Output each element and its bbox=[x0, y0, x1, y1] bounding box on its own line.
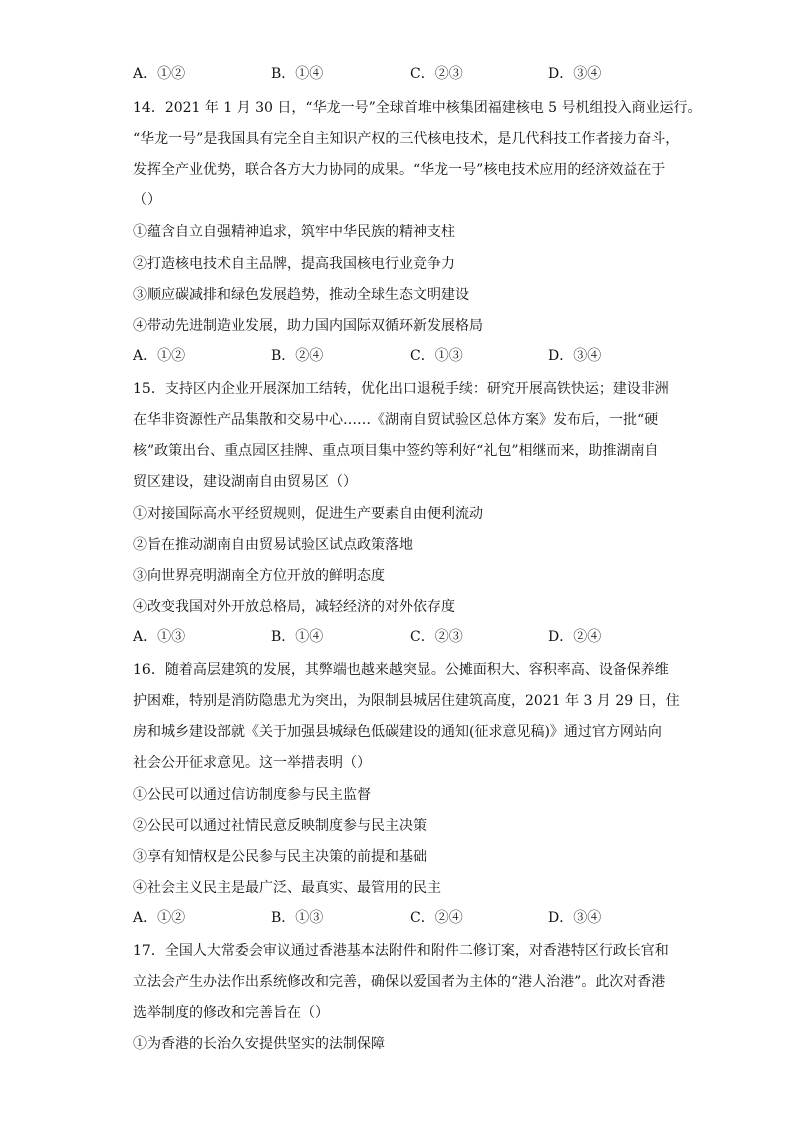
q15-statement-1: ①对接国际高水平经贸规则，促进生产要素自由便利流动 bbox=[133, 506, 483, 522]
q16-statement-2: ②公民可以通过社情民意反映制度参与民主决策 bbox=[133, 818, 427, 834]
q15-stem-line-4: 贸区建设，建设湖南自由贸易区（） bbox=[133, 474, 357, 490]
q13-options bbox=[133, 64, 653, 84]
q14-stem-line-2: “华龙一号”是我国具有完全自主知识产权的三代核电技术，是几代科技工作者接力奋斗， bbox=[133, 131, 680, 147]
q14-option-b[interactable]: B．②④ bbox=[271, 348, 324, 364]
q15-option-c[interactable]: C．②③ bbox=[410, 629, 463, 645]
q14-statement-3: ③顺应碳减排和绿色发展趋势，推动全球生态文明建设 bbox=[133, 287, 469, 303]
q15-statement-3: ③向世界亮明湖南全方位开放的鲜明态度 bbox=[133, 568, 385, 584]
q17-stem-line-3: 选举制度的修改和完善旨在（） bbox=[133, 1005, 329, 1021]
q16-option-b[interactable]: B．①③ bbox=[271, 910, 324, 926]
q16-statement-3: ③享有知情权是公民参与民主决策的前提和基础 bbox=[133, 849, 427, 865]
q14-option-d[interactable]: D．③④ bbox=[548, 348, 602, 364]
q14-stem-line-1: 14．2021 年 1 月 30 日，“华龙一号”全球首堆中核集团福建核电 5 号机组投入商业运行。 bbox=[133, 100, 702, 116]
q16-stem-line-1: 16．随着高层建筑的发展，其弊端也越来越突显。公摊面积大、容积率高、设备保养维 bbox=[133, 662, 669, 678]
q16-stem-line-2: 护困难，特别是消防隐患尤为突出，为限制县城居住建筑高度，2021 年 3 月 29 日，住 bbox=[133, 693, 680, 709]
q16-option-d[interactable]: D．③④ bbox=[548, 910, 602, 926]
q17-stem-line-2: 立法会产生办法作出系统修改和完善，确保以爱国者为主体的“港人治港”。此次对香港 bbox=[133, 974, 666, 990]
q15-stem-line-2: 在华非资源性产品集散和交易中心……《湖南自贸试验区总体方案》发布后，一批“硬 bbox=[133, 412, 659, 428]
q16-statement-4: ④社会主义民主是最广泛、最真实、最管用的民主 bbox=[133, 880, 441, 896]
q15-statement-4: ④改变我国对外开放总格局，减轻经济的对外依存度 bbox=[133, 599, 455, 615]
q14-options bbox=[133, 346, 653, 366]
q16-statement-1: ①公民可以通过信访制度参与民主监督 bbox=[133, 787, 371, 803]
q15-options bbox=[133, 627, 653, 647]
q16-stem-line-3: 房和城乡建设部就《关于加强县城绿色低碳建设的通知(征求意见稿)》通过官方网站向 bbox=[133, 724, 662, 740]
q14-option-a[interactable]: A．①② bbox=[133, 348, 186, 364]
q16-option-c[interactable]: C．②④ bbox=[410, 910, 463, 926]
q13-option-b[interactable]: B．①④ bbox=[271, 66, 324, 82]
q15-option-b[interactable]: B．①④ bbox=[271, 629, 324, 645]
q17-stem-line-1: 17．全国人大常委会审议通过香港基本法附件和附件二修订案，对香港特区行政长官和 bbox=[133, 943, 669, 959]
q14-statement-2: ②打造核电技术自主品牌，提高我国核电行业竞争力 bbox=[133, 256, 455, 272]
q15-stem-line-3: 核”政策出台、重点园区挂牌、重点项目集中签约等利好“礼包”相继而来，助推湖南自 bbox=[133, 443, 659, 459]
q13-option-d[interactable]: D．③④ bbox=[548, 66, 602, 82]
q16-option-a[interactable]: A．①② bbox=[133, 910, 186, 926]
q13-option-c[interactable]: C．②③ bbox=[410, 66, 463, 82]
q14-option-c[interactable]: C．①③ bbox=[410, 348, 463, 364]
q15-stem-line-1: 15．支持区内企业开展深加工结转，优化出口退税手续：研究开展高铁快运；建设非洲 bbox=[133, 381, 669, 397]
q16-options bbox=[133, 908, 653, 928]
q14-stem-line-4: （） bbox=[133, 192, 161, 208]
q13-option-a[interactable]: A．①② bbox=[133, 66, 186, 82]
q15-statement-2: ②旨在推动湖南自由贸易试验区试点政策落地 bbox=[133, 537, 413, 553]
q17-statement-1: ①为香港的长治久安提供坚实的法制保障 bbox=[133, 1036, 385, 1052]
q14-stem-line-3: 发挥全产业优势，联合各方大力协同的成果。“华龙一号”核电技术应用的经济效益在于 bbox=[133, 162, 666, 178]
q14-statement-1: ①蕴含自立自强精神追求，筑牢中华民族的精神支柱 bbox=[133, 224, 455, 240]
q15-option-d[interactable]: D．②④ bbox=[548, 629, 602, 645]
q16-stem-line-4: 社会公开征求意见。这一举措表明（） bbox=[133, 755, 371, 771]
q14-statement-4: ④带动先进制造业发展，助力国内国际双循环新发展格局 bbox=[133, 318, 483, 334]
q15-option-a[interactable]: A．①③ bbox=[133, 629, 186, 645]
